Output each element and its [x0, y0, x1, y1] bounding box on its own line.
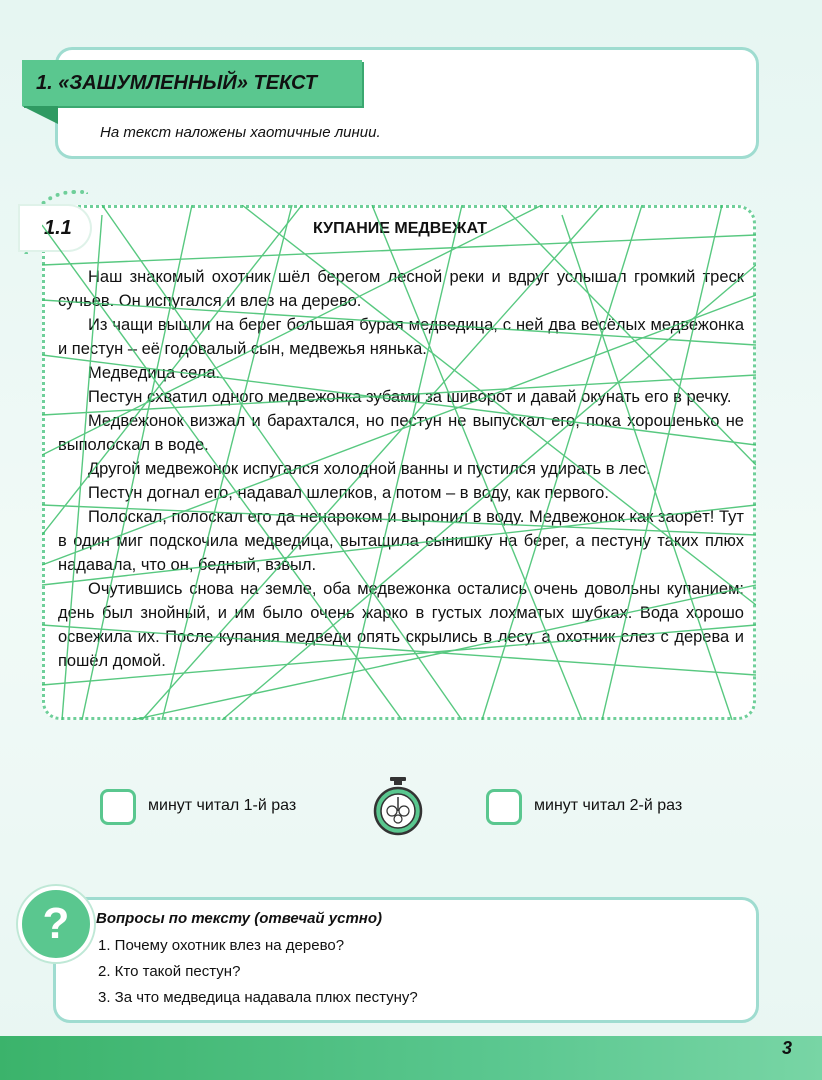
- second-reading-label: минут читал 2-й раз: [534, 797, 683, 814]
- first-reading-minutes-box[interactable]: [100, 789, 136, 825]
- question-item: 2. Кто такой пестун?: [98, 963, 241, 980]
- story-paragraph: Другой медвежонок испугался холодной ванны и пустился удирать в лес.: [88, 460, 651, 478]
- story-paragraph: Наш знакомый охотник шёл берегом лесной реки и вдруг услышал громкий треск сучьев. Он испугался и влез на дерево.: [58, 268, 744, 310]
- story-paragraph: Медвежонок визжал и барахтался, но пестун не выпускал его, пока хорошенько не выполоскал в воде.: [58, 412, 744, 454]
- page-number: 3: [781, 1038, 792, 1058]
- section-subtitle: На текст наложены хаотичные линии.: [100, 124, 381, 141]
- section-title-fold: [22, 106, 58, 124]
- question-item: 1. Почему охотник влез на дерево?: [98, 937, 345, 954]
- exercise-number: 1.1: [20, 206, 90, 250]
- question-item: 3. За что медведица надавала плюх пестуну?: [98, 989, 418, 1006]
- story-paragraph: Из чащи вышли на берег большая бурая медведица, с ней два весёлых медвежонка и пестун – её годовалый сын, медвежья нянька.: [58, 316, 744, 358]
- story-paragraph: Полоскал, полоскал его да ненароком и выронил в воду. Медвежонок как заорёт! Тут в один миг подскочила медведица, вытащила сынишку на берег, а пестуну таких плюх надавала, что он, бедный, взвыл.: [58, 508, 744, 574]
- story-title: КУПАНИЕ МЕДВЕЖАТ: [313, 220, 487, 237]
- question-mark-icon: ?: [18, 886, 94, 962]
- story-text: [58, 265, 744, 673]
- reading-timer-row: [0, 785, 822, 835]
- story-paragraph: Пестун догнал его, надавал шлепков, а потом – в воду, как первого.: [88, 484, 609, 502]
- section-title: 1. «ЗАШУМЛЕННЫЙ» ТЕКСТ: [22, 60, 362, 106]
- stopwatch-icon: [368, 777, 428, 837]
- first-reading-label: минут читал 1-й раз: [148, 797, 297, 814]
- footer-band: [0, 1036, 822, 1080]
- second-reading-minutes-box[interactable]: [486, 789, 522, 825]
- story-paragraph: Пестун схватил одного медвежонка зубами за шиворот и давай окунать его в речку.: [88, 388, 732, 406]
- questions-title: Вопросы по тексту (отвечай устно): [96, 910, 383, 927]
- story-paragraph: Очутившись снова на земле, оба медвежонка остались очень довольны купанием: день был знойный, и им было очень жарко в густых лохматых шубках. Вода хорошо освежила их. После купания медведи опять скрылись в лесу, а охотник слез с дерева и пошёл домой.: [58, 580, 744, 670]
- story-paragraph: Медведица села.: [88, 364, 221, 382]
